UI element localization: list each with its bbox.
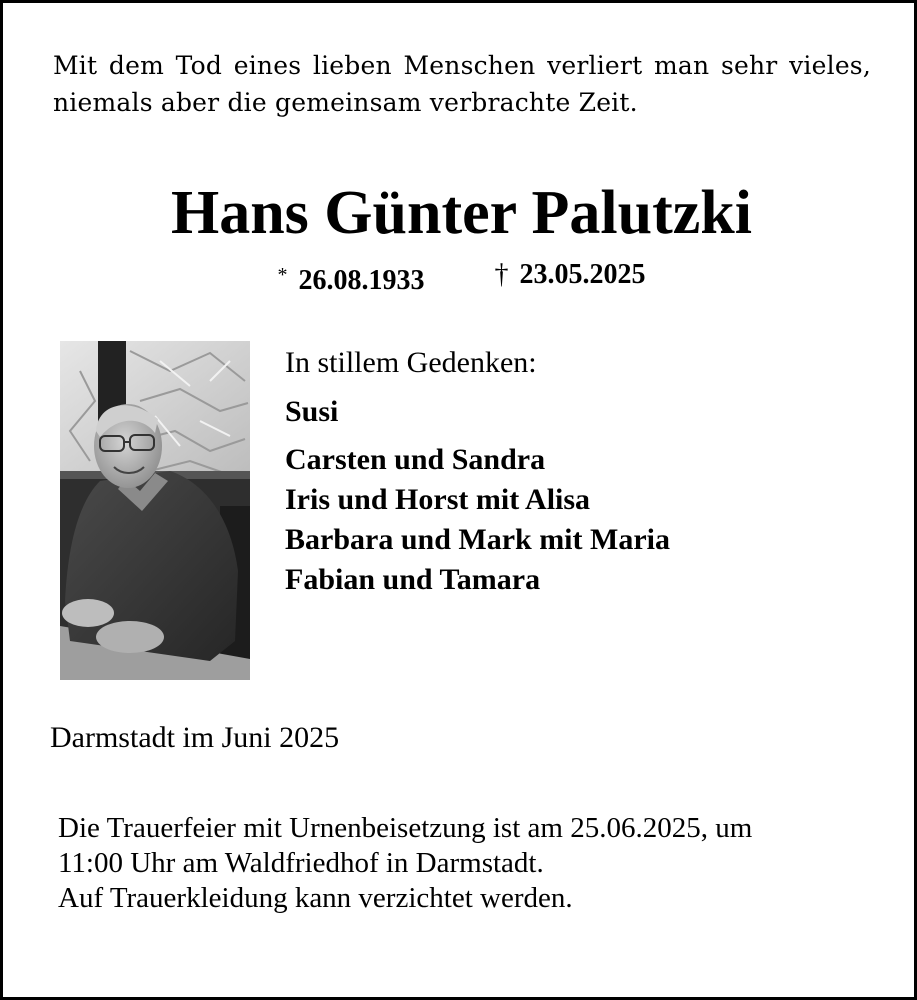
quote-line-1: Mit dem Tod eines lieben Menschen verliert man sehr vieles, — [53, 51, 871, 80]
mourner-name: Fabian und Tamara — [285, 563, 541, 596]
mourner-name: Barbara und Mark mit Maria — [285, 523, 670, 556]
mourner-name: Susi — [285, 395, 339, 428]
portrait-photo — [60, 341, 250, 680]
birth-date-group — [278, 257, 425, 299]
death-date-group — [495, 257, 646, 299]
list-spacer — [285, 432, 670, 440]
mourner-name: Iris und Horst mit Alisa — [285, 483, 591, 516]
notice-line-3: Auf Trauerkleidung kann verzichtet werden. — [58, 882, 573, 914]
funeral-notice — [58, 811, 871, 916]
mourner-name: Carsten und Sandra — [285, 443, 546, 476]
quote-line-2: niemals aber die gemeinsam verbrachte Zeit. — [53, 88, 638, 117]
place-and-date: Darmstadt im Juni 2025 — [50, 721, 340, 754]
mourners-list — [285, 392, 670, 600]
life-dates — [3, 257, 917, 299]
mourners-heading: In stillem Gedenken: — [285, 346, 537, 379]
birth-star-icon: * — [277, 264, 288, 286]
deceased-name: Hans Günter Palutzki — [170, 179, 753, 247]
memorial-quote — [53, 47, 871, 121]
notice-line-2: 11:00 Uhr am Waldfriedhof in Darmstadt. — [58, 847, 544, 879]
death-date: 23.05.2025 — [519, 259, 646, 290]
death-cross-icon: † — [494, 259, 509, 290]
notice-line-1: Die Trauerfeier mit Urnenbeisetzung ist am 25.06.2025, um — [58, 812, 753, 844]
birth-date: 26.08.1933 — [298, 265, 425, 296]
